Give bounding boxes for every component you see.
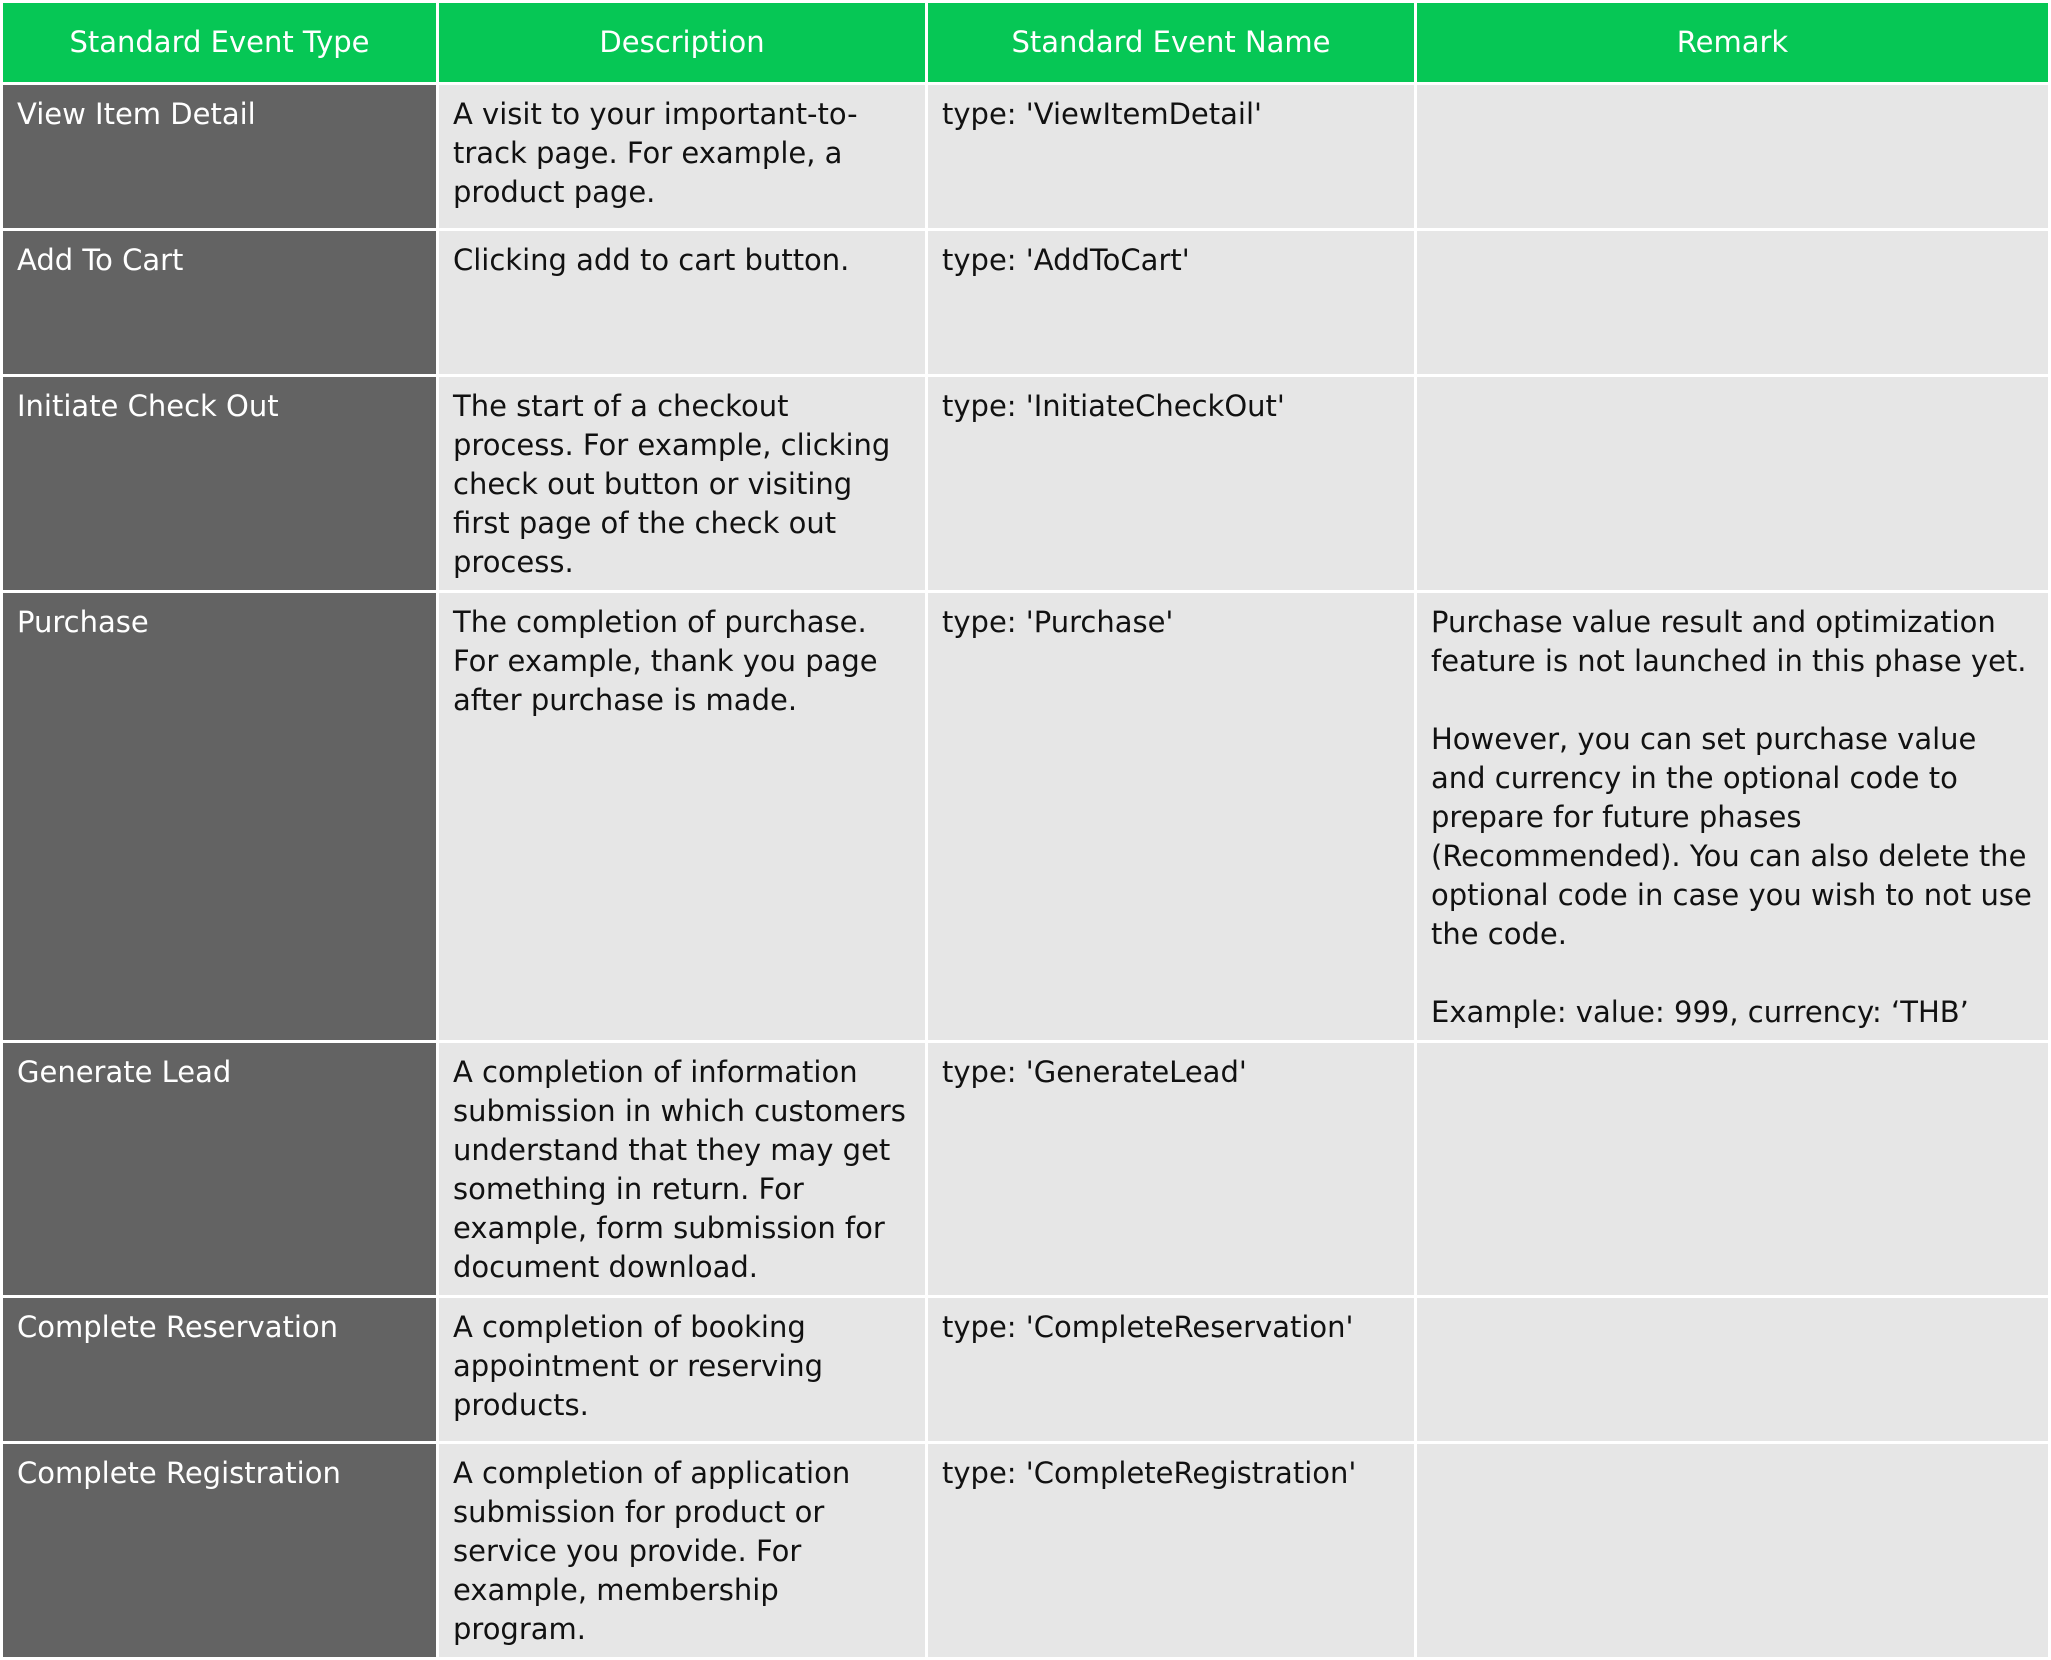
event-type-cell: Initiate Check Out xyxy=(2,376,438,592)
table-row xyxy=(2,230,2050,376)
event-name-cell: type: 'Purchase' xyxy=(927,592,1416,1042)
event-name-cell: type: 'CompleteRegistration' xyxy=(927,1443,1416,1659)
event-name-cell: type: 'GenerateLead' xyxy=(927,1042,1416,1297)
table-header xyxy=(2,2,2050,84)
remark-cell xyxy=(1416,592,2050,1042)
event-type-cell: Add To Cart xyxy=(2,230,438,376)
remark-cell xyxy=(1416,1443,2050,1659)
remark-cell xyxy=(1416,84,2050,230)
description-cell: The start of a checkout process. For example, clicking check out button or visiting first page of the check out process. xyxy=(438,376,927,592)
column-header-event-name: Standard Event Name xyxy=(927,2,1416,84)
description-cell: A completion of booking appointment or reserving products. xyxy=(438,1297,927,1443)
event-name-cell: type: 'InitiateCheckOut' xyxy=(927,376,1416,592)
description-cell: The completion of purchase. For example, thank you page after purchase is made. xyxy=(438,592,927,1042)
table-row xyxy=(2,1297,2050,1443)
column-header-remark: Remark xyxy=(1416,2,2050,84)
table-row xyxy=(2,84,2050,230)
table-row xyxy=(2,376,2050,592)
event-type-cell: Purchase xyxy=(2,592,438,1042)
event-type-cell: Complete Reservation xyxy=(2,1297,438,1443)
remark-cell xyxy=(1416,376,2050,592)
table-body xyxy=(2,84,2050,1659)
description-cell: Clicking add to cart button. xyxy=(438,230,927,376)
description-cell: A completion of application submission for product or service you provide. For example, membership program. xyxy=(438,1443,927,1659)
event-type-cell: View Item Detail xyxy=(2,84,438,230)
remark-paragraph: Purchase value result and optimization feature is not launched in this phase yet. xyxy=(1431,605,2027,678)
table-row xyxy=(2,1042,2050,1297)
header-row xyxy=(2,2,2050,84)
event-name-cell: type: 'CompleteReservation' xyxy=(927,1297,1416,1443)
event-name-cell: type: 'AddToCart' xyxy=(927,230,1416,376)
remark-paragraph: Example: value: 999, currency: ‘THB’ xyxy=(1431,995,1969,1029)
remark-cell xyxy=(1416,1042,2050,1297)
event-name-cell: type: 'ViewItemDetail' xyxy=(927,84,1416,230)
column-header-event-type: Standard Event Type xyxy=(2,2,438,84)
column-header-description: Description xyxy=(438,2,927,84)
remark-paragraph: However, you can set purchase value and currency in the optional code to prepare for future phases (Recommended). You can also delete the optional code in case you wish to not use the code. xyxy=(1431,722,2042,951)
remark-cell xyxy=(1416,1297,2050,1443)
remark-cell xyxy=(1416,230,2050,376)
table-row xyxy=(2,592,2050,1042)
description-cell: A completion of information submission in which customers understand that they may get something in return. For example, form submission for document download. xyxy=(438,1042,927,1297)
event-type-cell: Complete Registration xyxy=(2,1443,438,1659)
event-type-cell: Generate Lead xyxy=(2,1042,438,1297)
description-cell: A visit to your important-to-track page. For example, a product page. xyxy=(438,84,927,230)
table-row xyxy=(2,1443,2050,1659)
